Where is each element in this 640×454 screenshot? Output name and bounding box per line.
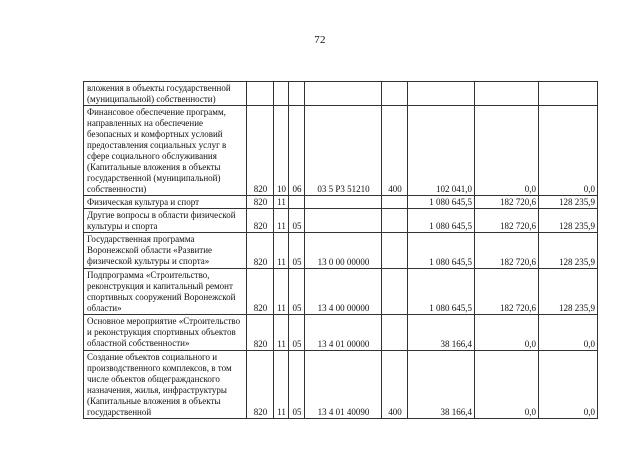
row-name-cell: Основное мероприятие «Строительство и реконструкция спортивных объектов областной собственности» [84,315,247,351]
value-2019-cell: 1 080 645,5 [408,209,475,233]
expense-type-cell [382,233,408,269]
code-cell: 820 [247,269,274,315]
value-2021-cell [539,82,598,106]
expense-type-cell [382,209,408,233]
section-cell: 11 [274,351,289,419]
value-2020-cell: 182 720,6 [475,233,539,269]
table-row [84,106,598,196]
value-2020-cell: 0,0 [475,315,539,351]
table-row [84,269,598,315]
target-article-cell [305,209,382,233]
value-2021-cell: 128 235,9 [539,269,598,315]
expense-type-cell [382,315,408,351]
section-cell: 11 [274,269,289,315]
code-cell: 820 [247,351,274,419]
value-2021-cell: 0,0 [539,351,598,419]
table-row [84,233,598,269]
value-2020-cell: 182 720,6 [475,269,539,315]
code-cell: 820 [247,209,274,233]
section-cell: 11 [274,196,289,209]
row-name-cell: Подпрограмма «Строительство, реконструкция и капитальный ремонт спортивных сооружений Воронежской области» [84,269,247,315]
expense-type-cell: 400 [382,106,408,196]
expense-type-cell [382,82,408,106]
value-2019-cell: 1 080 645,5 [408,233,475,269]
section-cell [274,82,289,106]
value-2021-cell: 128 235,9 [539,233,598,269]
target-article-cell [305,196,382,209]
budget-table [83,81,598,419]
code-cell: 820 [247,196,274,209]
value-2019-cell: 38 166,4 [408,351,475,419]
row-name-cell: Другие вопросы в области физической культуры и спорта [84,209,247,233]
value-2021-cell: 0,0 [539,315,598,351]
subsection-cell: 05 [289,315,305,351]
section-cell: 10 [274,106,289,196]
subsection-cell [289,82,305,106]
target-article-cell: 03 5 Р3 51210 [305,106,382,196]
subsection-cell: 05 [289,351,305,419]
value-2020-cell: 0,0 [475,106,539,196]
subsection-cell: 05 [289,269,305,315]
target-article-cell: 13 4 01 40090 [305,351,382,419]
expense-type-cell [382,269,408,315]
section-cell: 11 [274,233,289,269]
page-number: 72 [314,34,326,46]
subsection-cell: 05 [289,233,305,269]
row-name-cell: Государственная программа Воронежской области «Развитие физической культуры и спорта» [84,233,247,269]
table-row [84,351,598,419]
target-article-cell: 13 0 00 00000 [305,233,382,269]
value-2021-cell: 128 235,9 [539,196,598,209]
row-name-cell: Физическая культура и спорт [84,196,247,209]
subsection-cell [289,196,305,209]
target-article-cell: 13 4 00 00000 [305,269,382,315]
value-2020-cell: 182 720,6 [475,196,539,209]
section-cell: 11 [274,315,289,351]
table-body [84,82,598,419]
code-cell: 820 [247,233,274,269]
section-cell: 11 [274,209,289,233]
expense-type-cell: 400 [382,351,408,419]
table-row [84,82,598,106]
value-2021-cell: 128 235,9 [539,209,598,233]
expense-type-cell [382,196,408,209]
subsection-cell: 06 [289,106,305,196]
value-2021-cell: 0,0 [539,106,598,196]
target-article-cell [305,82,382,106]
code-cell: 820 [247,315,274,351]
row-name-cell: Создание объектов социального и производственного комплексов, в том числе объектов общегражданского назначения, жилья, инфраструктуры (Капитальные вложения в объекты государственной [84,351,247,419]
value-2020-cell: 0,0 [475,351,539,419]
value-2019-cell [408,82,475,106]
value-2020-cell [475,82,539,106]
row-name-cell: вложения в объекты государственной (муниципальной) собственности) [84,82,247,106]
table-row [84,315,598,351]
value-2020-cell: 182 720,6 [475,209,539,233]
value-2019-cell: 38 166,4 [408,315,475,351]
table-row [84,209,598,233]
table-row [84,196,598,209]
value-2019-cell: 1 080 645,5 [408,196,475,209]
subsection-cell: 05 [289,209,305,233]
value-2019-cell: 102 041,0 [408,106,475,196]
value-2019-cell: 1 080 645,5 [408,269,475,315]
target-article-cell: 13 4 01 00000 [305,315,382,351]
code-cell [247,82,274,106]
row-name-cell: Финансовое обеспечение программ, направленных на обеспечение безопасных и комфортных условий предоставления социальных услуг в сфере социального обслуживания (Капитальные вложения в объекты государственной (муниципальной) собственности) [84,106,247,196]
code-cell: 820 [247,106,274,196]
